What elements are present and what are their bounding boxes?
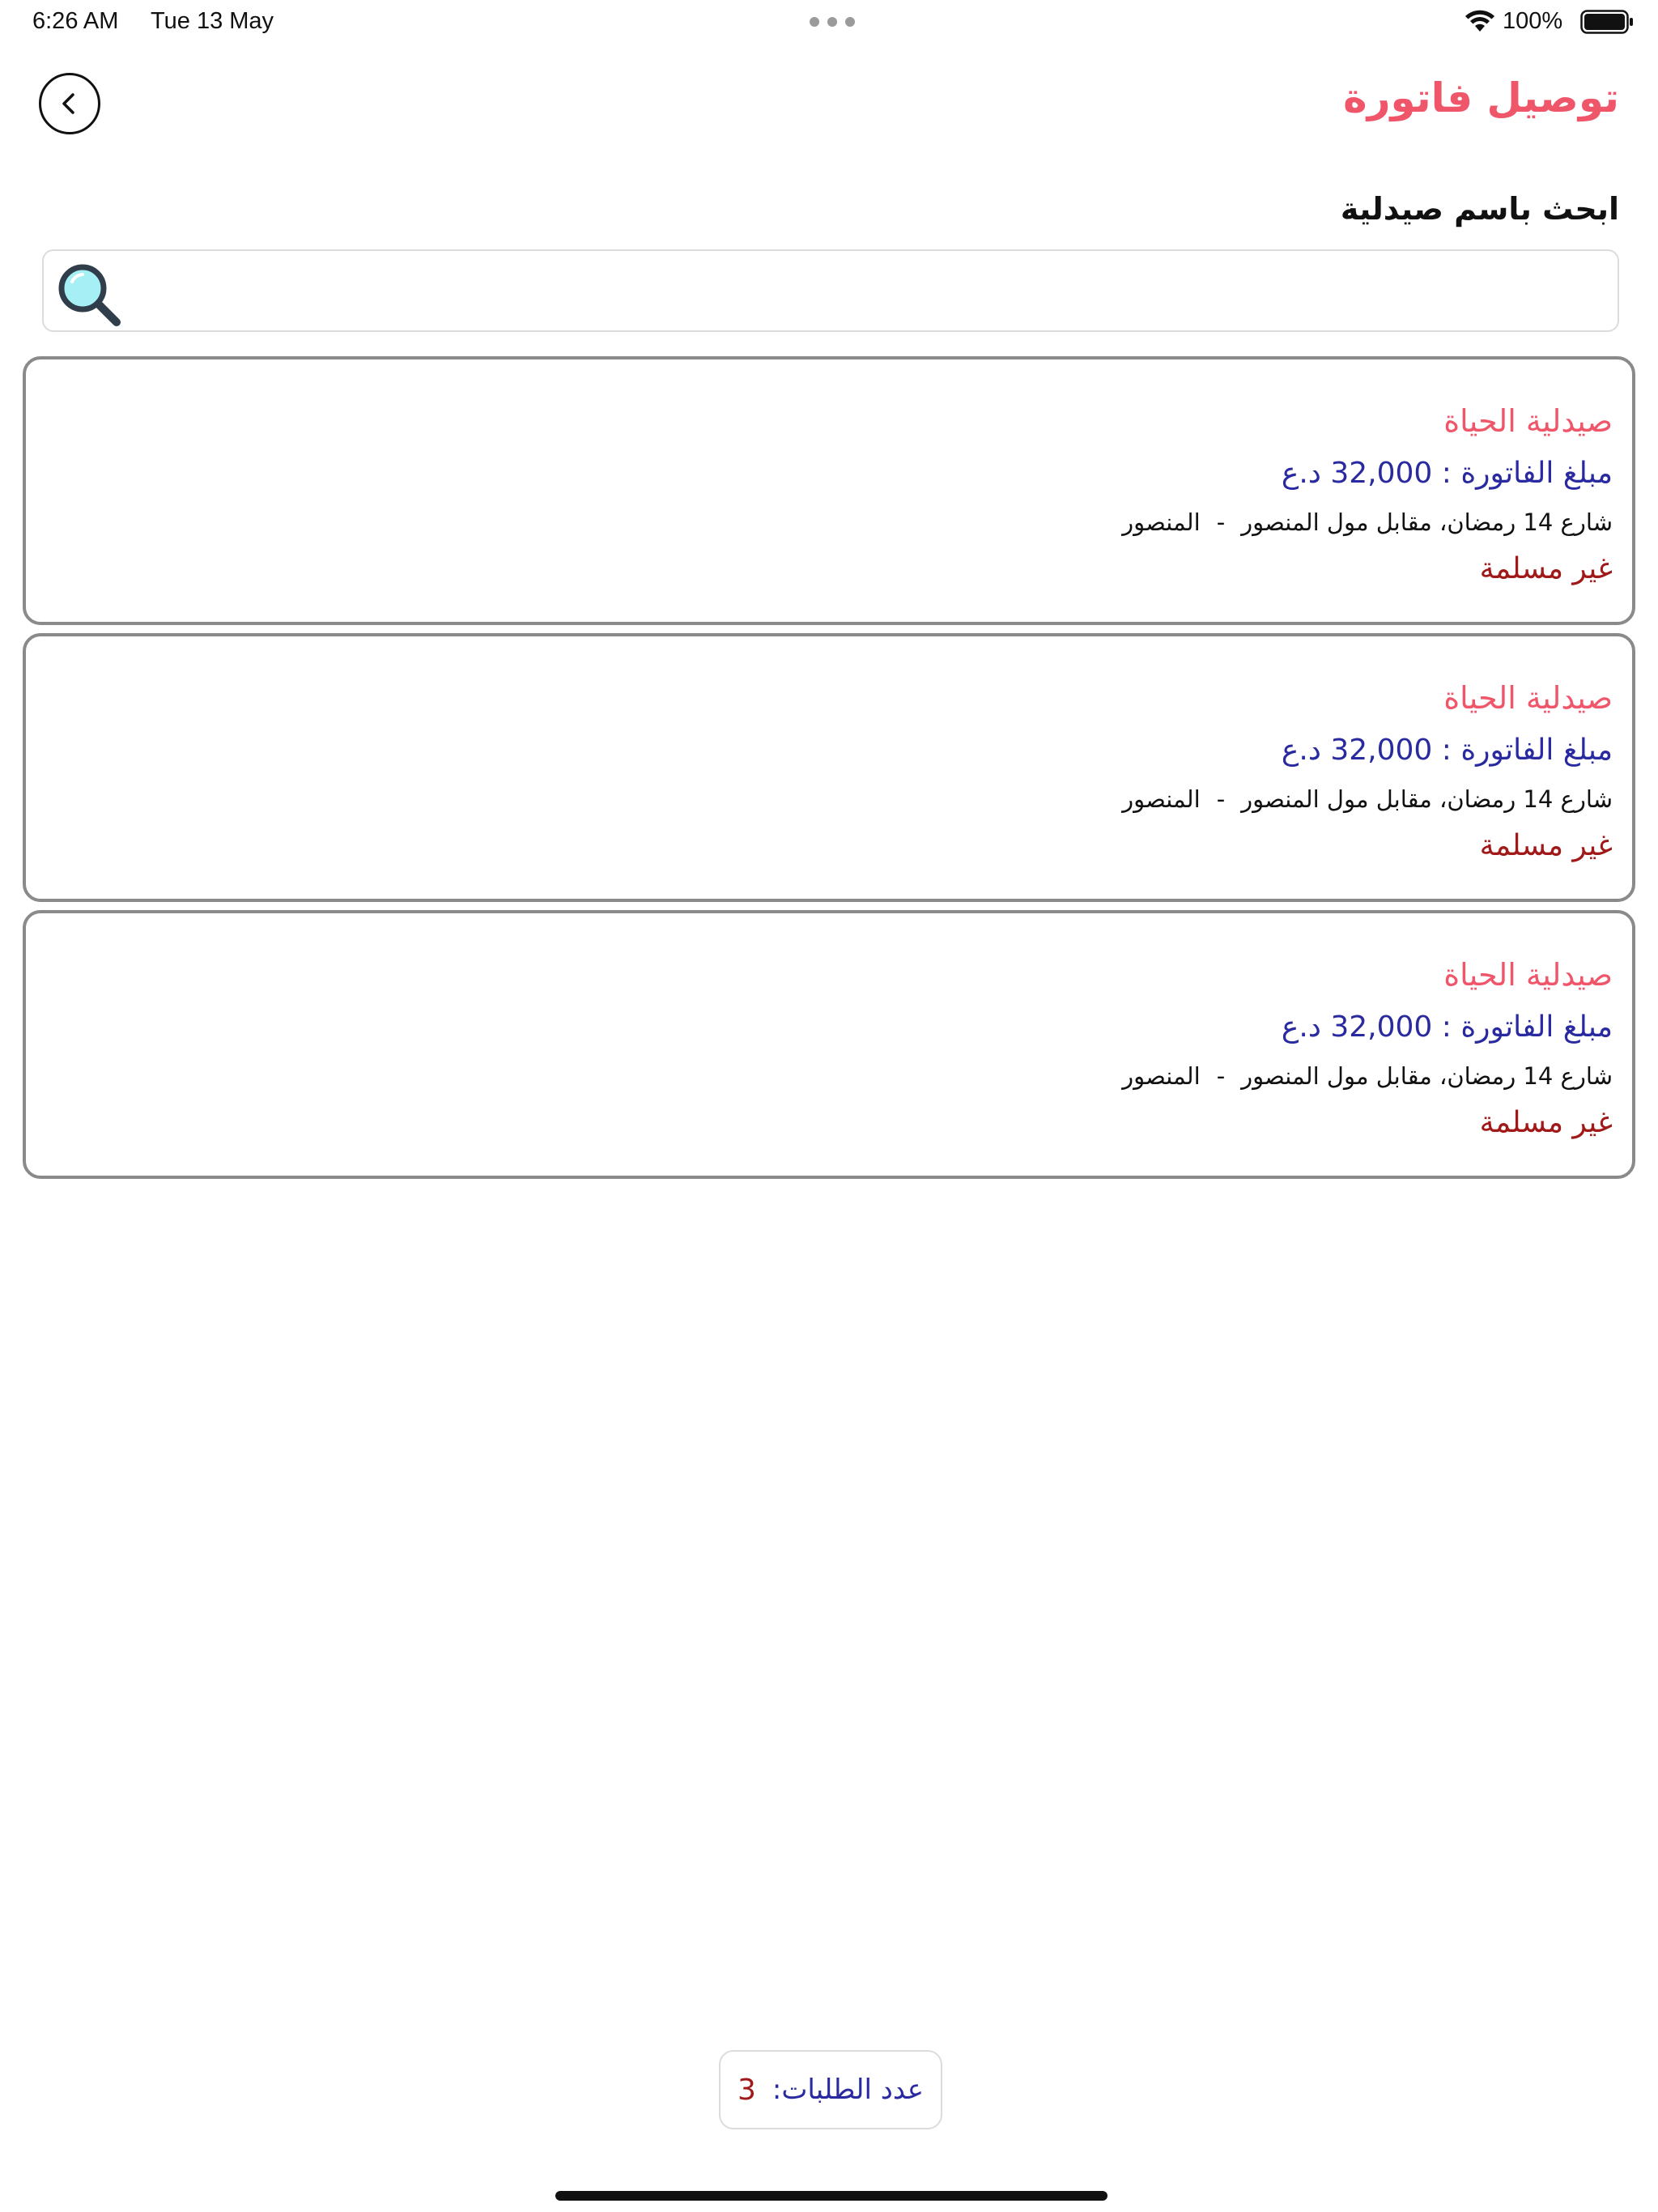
- pharmacy-name: صيدلية الحياة: [1443, 957, 1613, 993]
- invoice-amount: مبلغ الفاتورة : 32,000 د.ع: [1281, 734, 1613, 767]
- invoice-amount: مبلغ الفاتورة : 32,000 د.ع: [1281, 1010, 1613, 1044]
- home-indicator[interactable]: [555, 2191, 1107, 2201]
- address-separator: -: [1216, 1062, 1226, 1090]
- pharmacy-address: [1122, 1062, 1613, 1090]
- search-box[interactable]: [42, 249, 1619, 332]
- pharmacy-address: [1122, 508, 1613, 536]
- delivery-status: غير مسلمة: [1479, 1106, 1613, 1139]
- wifi-icon: [1464, 8, 1496, 34]
- address-district: المنصور: [1122, 785, 1201, 813]
- invoice-amount: مبلغ الفاتورة : 32,000 د.ع: [1281, 457, 1613, 490]
- address-separator: -: [1216, 785, 1226, 813]
- battery-percentage: 100%: [1503, 8, 1563, 34]
- pharmacy-name: صيدلية الحياة: [1443, 403, 1613, 439]
- invoice-card[interactable]: [23, 633, 1635, 902]
- order-count-badge: [719, 2050, 942, 2129]
- multitasking-dots-icon[interactable]: [810, 16, 855, 28]
- address-district: المنصور: [1122, 1062, 1201, 1090]
- page-title: توصيل فاتورة: [1343, 74, 1619, 121]
- search-input[interactable]: [141, 259, 1601, 325]
- pharmacy-name: صيدلية الحياة: [1443, 680, 1613, 716]
- address-street: شارع 14 رمضان، مقابل مول المنصور: [1241, 785, 1613, 813]
- status-time: 6:26 AM: [32, 8, 119, 34]
- order-count-value: 3: [737, 2073, 756, 2107]
- back-button[interactable]: [39, 73, 100, 134]
- status-bar: [0, 0, 1658, 45]
- search-icon[interactable]: [52, 257, 126, 332]
- address-street: شارع 14 رمضان، مقابل مول المنصور: [1241, 1062, 1613, 1090]
- address-street: شارع 14 رمضان، مقابل مول المنصور: [1241, 508, 1613, 536]
- address-district: المنصور: [1122, 508, 1201, 536]
- chevron-left-icon: [56, 90, 83, 117]
- invoice-card[interactable]: [23, 910, 1635, 1179]
- battery-icon: [1580, 10, 1634, 34]
- delivery-status: غير مسلمة: [1479, 552, 1613, 585]
- search-label: ابحث باسم صيدلية: [1340, 191, 1619, 227]
- address-separator: -: [1216, 508, 1226, 536]
- pharmacy-address: [1122, 785, 1613, 813]
- delivery-status: غير مسلمة: [1479, 829, 1613, 862]
- invoice-card[interactable]: [23, 356, 1635, 625]
- status-date: Tue 13 May: [151, 8, 274, 34]
- order-count-label: عدد الطلبات:: [772, 2074, 925, 2106]
